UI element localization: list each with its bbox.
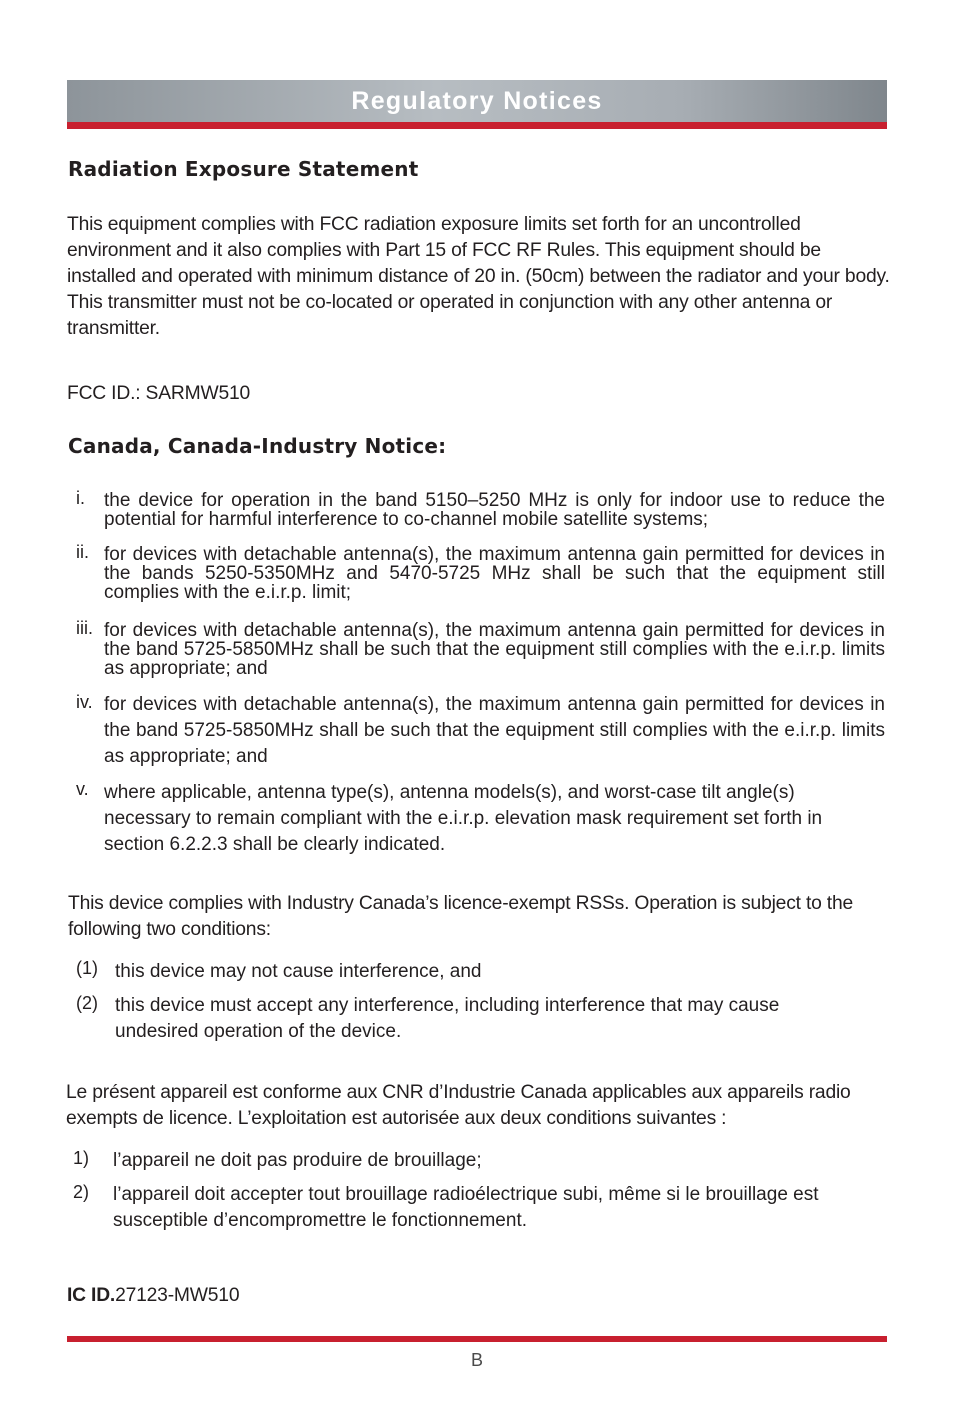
condition-text: this device may not cause interference, and <box>115 961 482 982</box>
list-item-text: for devices with detachable antenna(s), the maximum antenna gain permitted for devices in the band 5725-5850MHz shall be such that the equipment still complies with the e.i.r.p. limits as appropriate; and <box>104 694 885 767</box>
page-number: B <box>470 1350 483 1370</box>
fcc-id: FCC ID.: SARMW510 <box>67 383 251 404</box>
fr-condition-marker: 2) <box>73 1182 90 1202</box>
ic-id-value: 27123-MW510 <box>115 1285 240 1306</box>
list-marker: i. <box>76 488 85 508</box>
header-rule <box>67 122 887 129</box>
list-item-text: where applicable, antenna type(s), antenna models(s), and worst-case tilt angle(s) necessary to remain compliant with the e.i.r.p. elevation mask requirement set forth in section 6.2.2.3 shall be clearly indicated. <box>104 782 823 855</box>
list-item-text: for devices with detachable antenna(s), the maximum antenna gain permitted for devices in the band 5725-5850MHz shall be such that the equipment still complies with the e.i.r.p. limits as appropriate; and <box>104 620 885 679</box>
radiation-heading: Radiation Exposure Statement <box>68 157 419 181</box>
fr-condition-marker: 1) <box>73 1148 90 1168</box>
list-marker: ii. <box>76 542 89 562</box>
fr-condition-text: l’appareil ne doit pas produire de brouillage; <box>113 1150 482 1171</box>
ic-intro: This device complies with Industry Canada’s licence-exempt RSSs. Operation is subject to the following two conditions: <box>68 893 854 940</box>
list-item-text: the device for operation in the band 5150–5250 MHz is only for indoor use to reduce the potential for harmful interference to co-channel mobile satellite systems; <box>104 490 885 530</box>
page-title: Regulatory Notices <box>351 87 603 115</box>
fr-condition-text: l’appareil doit accepter tout brouillage radioélectrique subi, même si le brouillage est susceptible d’encompromettre le fonctionnement. <box>113 1184 819 1231</box>
list-marker: v. <box>76 779 89 799</box>
header-bar <box>67 80 887 122</box>
radiation-body: This equipment complies with FCC radiation exposure limits set forth for an uncontrolled environment and it also complies with Part 15 of FCC RF Rules. This equipment should be installed and operated with minimum distance of 20 in. (50cm) between the radiator and your body. This transmitter must not be co-located or operated in conjunction with any other antenna or transmitter. <box>67 214 890 339</box>
footer-rule <box>67 1336 887 1342</box>
list-marker: iv. <box>76 692 93 712</box>
condition-marker: (1) <box>76 958 98 978</box>
list-item-text: for devices with detachable antenna(s), the maximum antenna gain permitted for devices in the bands 5250-5350MHz and 5470-5725 MHz shall be such that the equipment still complies with the e.i.r.p. limit; <box>104 544 885 603</box>
fr-intro: Le présent appareil est conforme aux CNR d’Industrie Canada applicables aux appareils radio exempts de licence. L’exploitation est autorisée aux deux conditions suivantes : <box>66 1082 851 1129</box>
list-marker: iii. <box>76 618 93 638</box>
condition-marker: (2) <box>76 993 98 1013</box>
ic-id-label: IC ID. <box>67 1285 116 1306</box>
canada-heading: Canada, Canada-Industry Notice: <box>68 434 447 458</box>
condition-text: this device must accept any interference, including interference that may cause undesired operation of the device. <box>115 995 780 1042</box>
ic-id <box>67 1285 239 1307</box>
